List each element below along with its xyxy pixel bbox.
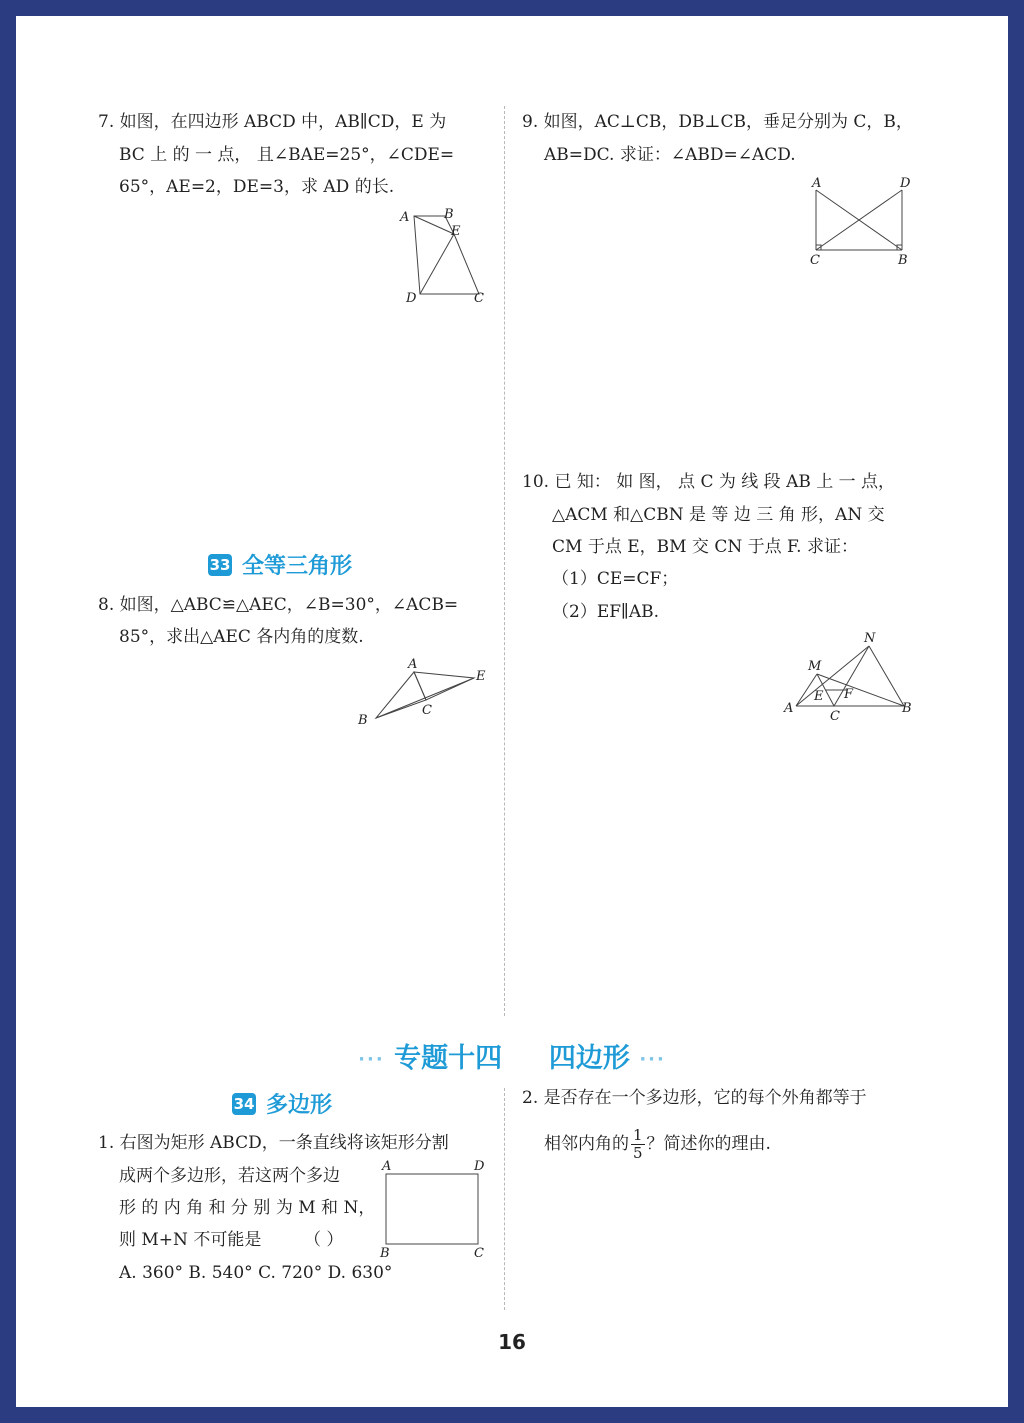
fraction-numerator: 1	[633, 1126, 643, 1144]
label-a: A	[382, 1159, 392, 1174]
column-divider	[504, 106, 505, 1016]
section-title: 全等三角形	[242, 554, 353, 579]
question-text: 成两个多边形，若这两个多边	[119, 1166, 340, 1186]
answer-options: A. 360° B. 540° C. 720° D. 630°	[119, 1263, 393, 1283]
label-a: A	[400, 210, 410, 225]
label-c: C	[474, 1246, 484, 1260]
question-text: CM 于点 E，BM 交 CN 于点 F. 求证：	[552, 537, 858, 557]
page-number: 16	[498, 1330, 526, 1354]
section-number-badge: 34	[233, 1094, 255, 1113]
question-text: BC 上 的 一 点， 且∠BAE=25°，∠CDE=	[119, 145, 455, 165]
topic-heading	[16, 1036, 1008, 1075]
column-divider	[504, 1088, 505, 1310]
topic-title: 四边形	[548, 1043, 630, 1074]
label-c: C	[830, 709, 840, 722]
label-a: A	[408, 658, 418, 672]
label-c: C	[810, 253, 820, 268]
question-text: 10. 已 知： 如 图， 点 C 为 线 段 AB 上 一 点，	[522, 472, 896, 492]
label-b: B	[444, 207, 454, 222]
section-number-badge: 33	[209, 555, 231, 574]
label-e: E	[451, 224, 461, 239]
question-text: 2. 是否存在一个多边形，它的每个外角都等于	[522, 1088, 867, 1108]
label-n: N	[864, 631, 876, 646]
answer-blank: （ ）	[304, 1230, 344, 1250]
question-text: △ACM 和△CBN 是 等 边 三 角 形，AN 交	[552, 505, 885, 525]
label-c: C	[474, 291, 484, 306]
label-d: D	[406, 291, 417, 306]
label-b: B	[898, 253, 908, 268]
question-text: 形 的 内 角 和 分 别 为 M 和 N，	[119, 1198, 376, 1218]
label-b: B	[380, 1246, 390, 1260]
label-m: M	[808, 659, 822, 674]
label-d: D	[900, 176, 911, 191]
congruent-triangles-figure	[354, 658, 490, 730]
topic-label: 专题十四	[394, 1043, 503, 1074]
label-e: E	[476, 669, 486, 684]
question-text-part: 相邻内角的	[544, 1134, 629, 1154]
question-text: 8. 如图，△ABC≌△AEC，∠B=30°，∠ACB=	[98, 595, 459, 615]
equilateral-triangles-figure	[778, 630, 918, 722]
fraction	[631, 1127, 645, 1162]
fraction-denominator: 5	[633, 1144, 643, 1162]
worksheet-page	[16, 16, 1008, 1407]
question-text: AB=DC. 求证：∠ABD=∠ACD.	[544, 145, 796, 165]
question-text: 9. 如图，AC⊥CB，DB⊥CB，垂足分别为 C，B，	[522, 112, 913, 132]
quadrilateral-figure	[394, 204, 494, 306]
question-text-part: ？简述你的理由.	[646, 1134, 771, 1154]
decorative-dots: ···	[358, 1049, 385, 1070]
section-heading	[232, 1088, 332, 1119]
decorative-dots: ···	[639, 1049, 666, 1070]
question-text	[544, 1124, 771, 1164]
section-heading	[208, 549, 352, 580]
label-a: A	[812, 176, 822, 191]
label-f: F	[844, 687, 854, 702]
label-b: B	[358, 713, 368, 728]
right-angle-figure	[804, 174, 916, 270]
question-text: 1. 右图为矩形 ABCD，一条直线将该矩形分割	[98, 1133, 449, 1153]
label-c: C	[422, 703, 432, 718]
question-text: 则 M+N 不可能是	[119, 1230, 262, 1250]
label-a: A	[784, 701, 794, 716]
question-text: 65°，AE=2，DE=3，求 AD 的长.	[119, 177, 395, 197]
question-text: （2）EF∥AB.	[552, 602, 660, 622]
question-text: 85°，求出△AEC 各内角的度数.	[119, 627, 364, 647]
rectangle-figure	[376, 1156, 494, 1260]
label-e: E	[814, 689, 824, 704]
question-text: （1）CE=CF；	[552, 569, 679, 589]
section-title: 多边形	[266, 1093, 333, 1118]
label-d: D	[474, 1159, 485, 1174]
question-text: 7. 如图，在四边形 ABCD 中，AB∥CD，E 为	[98, 112, 447, 132]
label-b: B	[902, 701, 912, 716]
